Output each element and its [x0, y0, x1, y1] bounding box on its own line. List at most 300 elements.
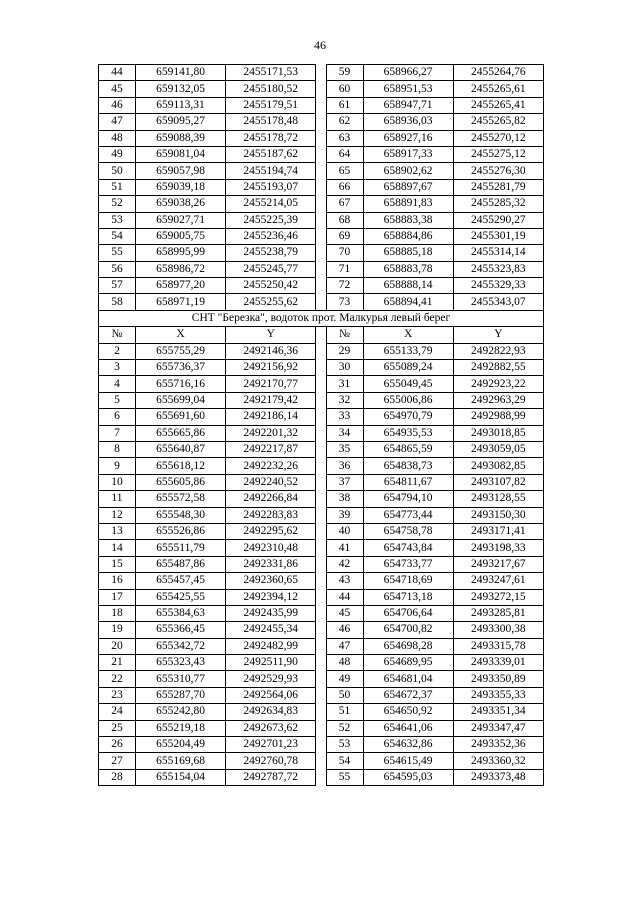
coord-y-right: 2493347,47	[453, 720, 543, 736]
coord-x-right: 654758,78	[363, 523, 453, 539]
section2-body	[99, 343, 544, 786]
column-gap	[316, 573, 326, 589]
coord-x-left: 655665,86	[135, 425, 225, 441]
section2-title-body	[99, 310, 544, 343]
coord-y-right: 2455314,14	[453, 245, 543, 261]
coord-x-left: 655154,04	[135, 769, 225, 785]
point-number-right: 40	[326, 523, 363, 539]
table-row	[99, 638, 544, 654]
point-number-right: 71	[326, 261, 363, 277]
coord-y-left: 2455193,07	[226, 179, 316, 195]
table-row	[99, 474, 544, 490]
point-number-left: 49	[99, 146, 136, 162]
coord-x-left: 659038,26	[135, 196, 225, 212]
coord-y-left: 2492435,99	[226, 605, 316, 621]
coord-x-right: 654935,53	[363, 425, 453, 441]
column-gap	[316, 294, 326, 310]
column-gap	[316, 376, 326, 392]
point-number-left: 56	[99, 261, 136, 277]
column-gap	[316, 753, 326, 769]
point-number-right: 48	[326, 655, 363, 671]
point-number-right: 39	[326, 507, 363, 523]
coord-y-right: 2455285,32	[453, 196, 543, 212]
point-number-left: 55	[99, 245, 136, 261]
point-number-left: 47	[99, 114, 136, 130]
point-number-right: 64	[326, 146, 363, 162]
coord-y-right: 2493373,48	[453, 769, 543, 785]
coord-y-right: 2455265,82	[453, 114, 543, 130]
column-gap	[316, 687, 326, 703]
point-number-right: 34	[326, 425, 363, 441]
table-row	[99, 655, 544, 671]
coord-x-right: 654595,03	[363, 769, 453, 785]
column-gap	[316, 196, 326, 212]
table-row	[99, 769, 544, 785]
coord-x-right: 654865,59	[363, 441, 453, 457]
point-number-left: 45	[99, 81, 136, 97]
point-number-right: 38	[326, 491, 363, 507]
coord-y-right: 2493082,85	[453, 458, 543, 474]
point-number-left: 16	[99, 573, 136, 589]
coord-x-left: 655548,30	[135, 507, 225, 523]
coord-x-left: 659141,80	[135, 65, 225, 81]
column-gap	[316, 360, 326, 376]
table-row	[99, 261, 544, 277]
coord-y-right: 2493339,01	[453, 655, 543, 671]
point-number-right: 62	[326, 114, 363, 130]
point-number-right: 67	[326, 196, 363, 212]
point-number-right: 59	[326, 65, 363, 81]
column-gap	[316, 425, 326, 441]
column-gap	[316, 114, 326, 130]
coord-x-left: 655242,80	[135, 704, 225, 720]
coord-x-right: 655089,24	[363, 360, 453, 376]
point-number-right: 49	[326, 671, 363, 687]
coord-x-right: 658891,83	[363, 196, 453, 212]
point-number-right: 70	[326, 245, 363, 261]
point-number-right: 63	[326, 130, 363, 146]
coord-x-left: 655691,60	[135, 409, 225, 425]
coord-x-left: 659081,04	[135, 146, 225, 162]
column-gap	[316, 720, 326, 736]
coord-x-right: 654641,06	[363, 720, 453, 736]
coord-x-left: 658995,99	[135, 245, 225, 261]
table-row	[99, 146, 544, 162]
coord-x-left: 655487,86	[135, 556, 225, 572]
table-row	[99, 458, 544, 474]
coord-x-left: 655204,49	[135, 737, 225, 753]
column-gap	[316, 278, 326, 294]
point-number-right: 44	[326, 589, 363, 605]
header-number-left: №	[99, 327, 136, 343]
column-gap	[316, 343, 326, 359]
point-number-left: 21	[99, 655, 136, 671]
coord-x-left: 659005,75	[135, 228, 225, 244]
header-number-right: №	[326, 327, 363, 343]
coord-x-right: 654632,86	[363, 737, 453, 753]
coord-y-left: 2492179,42	[226, 392, 316, 408]
column-gap	[316, 163, 326, 179]
coord-x-left: 655384,63	[135, 605, 225, 621]
coord-y-right: 2492822,93	[453, 343, 543, 359]
coord-x-left: 655219,18	[135, 720, 225, 736]
coord-y-left: 2455236,46	[226, 228, 316, 244]
coord-y-right: 2493351,34	[453, 704, 543, 720]
table-row	[99, 228, 544, 244]
coord-x-right: 654706,64	[363, 605, 453, 621]
coord-y-left: 2492146,36	[226, 343, 316, 359]
column-gap	[316, 392, 326, 408]
table-row	[99, 491, 544, 507]
point-number-right: 68	[326, 212, 363, 228]
table-row	[99, 671, 544, 687]
coord-y-left: 2455178,48	[226, 114, 316, 130]
coord-x-left: 655605,86	[135, 474, 225, 490]
point-number-right: 46	[326, 622, 363, 638]
point-number-left: 20	[99, 638, 136, 654]
coord-y-right: 2455265,61	[453, 81, 543, 97]
coord-y-left: 2492455,34	[226, 622, 316, 638]
point-number-left: 53	[99, 212, 136, 228]
coord-x-left: 655323,43	[135, 655, 225, 671]
column-gap	[316, 655, 326, 671]
coord-y-right: 2455343,07	[453, 294, 543, 310]
point-number-right: 32	[326, 392, 363, 408]
table-row	[99, 720, 544, 736]
coord-x-right: 658897,67	[363, 179, 453, 195]
coord-x-left: 655755,29	[135, 343, 225, 359]
coord-x-left: 655366,45	[135, 622, 225, 638]
table-row	[99, 212, 544, 228]
coord-y-left: 2492511,90	[226, 655, 316, 671]
header-row	[99, 327, 544, 343]
coord-y-right: 2455276,30	[453, 163, 543, 179]
coord-y-right: 2493171,41	[453, 523, 543, 539]
coord-x-right: 654650,92	[363, 704, 453, 720]
point-number-left: 4	[99, 376, 136, 392]
coord-y-right: 2493285,81	[453, 605, 543, 621]
column-gap	[316, 212, 326, 228]
table-row	[99, 425, 544, 441]
coord-x-left: 655526,86	[135, 523, 225, 539]
point-number-left: 46	[99, 97, 136, 113]
point-number-left: 28	[99, 769, 136, 785]
coord-y-left: 2455179,51	[226, 97, 316, 113]
coord-x-right: 654811,67	[363, 474, 453, 490]
point-number-left: 3	[99, 360, 136, 376]
coord-y-left: 2492156,92	[226, 360, 316, 376]
point-number-right: 65	[326, 163, 363, 179]
coord-x-right: 654681,04	[363, 671, 453, 687]
table-row	[99, 97, 544, 113]
point-number-right: 72	[326, 278, 363, 294]
point-number-left: 24	[99, 704, 136, 720]
coord-y-right: 2493350,89	[453, 671, 543, 687]
coord-x-left: 659132,05	[135, 81, 225, 97]
point-number-right: 41	[326, 540, 363, 556]
point-number-left: 27	[99, 753, 136, 769]
table-row	[99, 114, 544, 130]
coord-y-right: 2493272,15	[453, 589, 543, 605]
coord-x-left: 658977,20	[135, 278, 225, 294]
point-number-left: 22	[99, 671, 136, 687]
coord-y-right: 2493018,85	[453, 425, 543, 441]
coord-x-left: 659027,71	[135, 212, 225, 228]
point-number-right: 33	[326, 409, 363, 425]
coord-y-left: 2492673,62	[226, 720, 316, 736]
coord-y-left: 2455225,39	[226, 212, 316, 228]
point-number-left: 23	[99, 687, 136, 703]
column-gap	[316, 589, 326, 605]
point-number-right: 31	[326, 376, 363, 392]
point-number-left: 2	[99, 343, 136, 359]
column-gap	[316, 65, 326, 81]
point-number-left: 25	[99, 720, 136, 736]
coord-y-left: 2455171,53	[226, 65, 316, 81]
point-number-right: 55	[326, 769, 363, 785]
coordinates-table	[98, 64, 544, 786]
table-row	[99, 622, 544, 638]
page-number: 46	[314, 38, 326, 52]
table-row	[99, 573, 544, 589]
point-number-right: 51	[326, 704, 363, 720]
point-number-left: 14	[99, 540, 136, 556]
table-row	[99, 507, 544, 523]
column-gap	[316, 769, 326, 785]
column-gap	[316, 507, 326, 523]
column-gap	[316, 737, 326, 753]
coord-y-left: 2492283,83	[226, 507, 316, 523]
coord-x-right: 654733,77	[363, 556, 453, 572]
section-title: СНТ "Березка", водоток прот. Малкурья левый берег	[99, 310, 544, 326]
coord-x-left: 658971,19	[135, 294, 225, 310]
point-number-right: 37	[326, 474, 363, 490]
coord-y-left: 2455245,77	[226, 261, 316, 277]
table-row	[99, 753, 544, 769]
table-row	[99, 196, 544, 212]
point-number-left: 51	[99, 179, 136, 195]
point-number-right: 45	[326, 605, 363, 621]
point-number-left: 10	[99, 474, 136, 490]
coord-x-right: 654794,10	[363, 491, 453, 507]
coord-y-left: 2455238,79	[226, 245, 316, 261]
table-row	[99, 130, 544, 146]
coord-x-right: 658885,18	[363, 245, 453, 261]
coord-y-left: 2455187,62	[226, 146, 316, 162]
column-gap	[316, 491, 326, 507]
table-row	[99, 294, 544, 310]
coord-x-right: 654970,79	[363, 409, 453, 425]
coord-x-left: 655716,16	[135, 376, 225, 392]
coord-y-right: 2493217,67	[453, 556, 543, 572]
coord-x-right: 658951,53	[363, 81, 453, 97]
coord-x-left: 655169,68	[135, 753, 225, 769]
column-gap	[316, 540, 326, 556]
coord-y-right: 2493107,82	[453, 474, 543, 490]
coord-y-right: 2455281,79	[453, 179, 543, 195]
coord-y-left: 2455178,72	[226, 130, 316, 146]
coord-x-right: 654672,37	[363, 687, 453, 703]
column-gap	[316, 605, 326, 621]
point-number-left: 50	[99, 163, 136, 179]
coord-y-left: 2455250,42	[226, 278, 316, 294]
column-gap	[316, 146, 326, 162]
column-gap	[316, 671, 326, 687]
point-number-right: 43	[326, 573, 363, 589]
coord-y-right: 2455270,12	[453, 130, 543, 146]
point-number-left: 17	[99, 589, 136, 605]
coord-x-right: 658947,71	[363, 97, 453, 113]
coord-y-right: 2455301,19	[453, 228, 543, 244]
point-number-right: 53	[326, 737, 363, 753]
point-number-right: 61	[326, 97, 363, 113]
coord-y-left: 2492360,65	[226, 573, 316, 589]
coord-x-right: 658936,03	[363, 114, 453, 130]
coord-x-left: 655457,45	[135, 573, 225, 589]
header-x-right: X	[363, 327, 453, 343]
header-x-left: X	[135, 327, 225, 343]
coord-y-left: 2455255,62	[226, 294, 316, 310]
column-gap	[316, 638, 326, 654]
coord-x-right: 654713,18	[363, 589, 453, 605]
coord-x-left: 655511,79	[135, 540, 225, 556]
coord-y-left: 2455180,52	[226, 81, 316, 97]
point-number-right: 47	[326, 638, 363, 654]
coord-y-right: 2493247,61	[453, 573, 543, 589]
coord-y-right: 2492988,99	[453, 409, 543, 425]
point-number-left: 54	[99, 228, 136, 244]
column-gap	[316, 245, 326, 261]
coord-x-right: 654700,82	[363, 622, 453, 638]
coord-y-left: 2492331,86	[226, 556, 316, 572]
table-row	[99, 556, 544, 572]
coord-y-left: 2492266,84	[226, 491, 316, 507]
coord-x-right: 654718,69	[363, 573, 453, 589]
coord-y-left: 2492634,83	[226, 704, 316, 720]
point-number-right: 29	[326, 343, 363, 359]
coord-x-left: 655736,37	[135, 360, 225, 376]
coord-x-right: 658884,86	[363, 228, 453, 244]
coord-y-left: 2492232,26	[226, 458, 316, 474]
column-gap	[316, 228, 326, 244]
coord-x-right: 658883,78	[363, 261, 453, 277]
coord-x-right: 658894,41	[363, 294, 453, 310]
point-number-right: 35	[326, 441, 363, 457]
table-row	[99, 81, 544, 97]
coord-x-right: 654743,84	[363, 540, 453, 556]
column-gap	[316, 81, 326, 97]
table-row	[99, 605, 544, 621]
coord-y-right: 2492923,22	[453, 376, 543, 392]
coord-y-right: 2493360,32	[453, 753, 543, 769]
coord-y-left: 2492310,48	[226, 540, 316, 556]
section1-body	[99, 65, 544, 311]
coord-y-left: 2492295,62	[226, 523, 316, 539]
table-row	[99, 441, 544, 457]
point-number-left: 44	[99, 65, 136, 81]
coord-y-right: 2493352,36	[453, 737, 543, 753]
point-number-right: 54	[326, 753, 363, 769]
table-row	[99, 409, 544, 425]
coord-y-left: 2492760,78	[226, 753, 316, 769]
table-row	[99, 245, 544, 261]
point-number-left: 48	[99, 130, 136, 146]
point-number-left: 6	[99, 409, 136, 425]
coord-x-left: 655342,72	[135, 638, 225, 654]
point-number-left: 11	[99, 491, 136, 507]
point-number-left: 13	[99, 523, 136, 539]
coord-x-left: 655287,70	[135, 687, 225, 703]
column-gap	[316, 474, 326, 490]
coord-x-left: 655699,04	[135, 392, 225, 408]
coord-y-left: 2492787,72	[226, 769, 316, 785]
coord-x-right: 658888,14	[363, 278, 453, 294]
coord-y-left: 2492186,14	[226, 409, 316, 425]
coord-y-right: 2455290,27	[453, 212, 543, 228]
point-number-left: 19	[99, 622, 136, 638]
coord-y-left: 2492240,52	[226, 474, 316, 490]
table-row	[99, 376, 544, 392]
coord-y-right: 2455275,12	[453, 146, 543, 162]
table-row	[99, 687, 544, 703]
coord-y-left: 2492701,23	[226, 737, 316, 753]
point-number-right: 50	[326, 687, 363, 703]
table-row	[99, 343, 544, 359]
coord-y-right: 2492963,29	[453, 392, 543, 408]
coord-x-right: 658917,33	[363, 146, 453, 162]
point-number-left: 8	[99, 441, 136, 457]
point-number-left: 9	[99, 458, 136, 474]
coord-y-right: 2493355,33	[453, 687, 543, 703]
point-number-left: 58	[99, 294, 136, 310]
table-row	[99, 540, 544, 556]
coord-y-right: 2492882,55	[453, 360, 543, 376]
column-gap	[316, 458, 326, 474]
table-row	[99, 737, 544, 753]
coord-y-right: 2455265,41	[453, 97, 543, 113]
coord-x-left: 658986,72	[135, 261, 225, 277]
coord-y-right: 2493128,55	[453, 491, 543, 507]
coord-y-left: 2492170,77	[226, 376, 316, 392]
coord-x-left: 655640,87	[135, 441, 225, 457]
column-gap	[316, 704, 326, 720]
table-row	[99, 278, 544, 294]
table-row	[99, 589, 544, 605]
coord-x-right: 658966,27	[363, 65, 453, 81]
coord-x-right: 654689,95	[363, 655, 453, 671]
table-row	[99, 360, 544, 376]
coord-y-left: 2492217,87	[226, 441, 316, 457]
column-gap	[316, 327, 326, 343]
table-row	[99, 523, 544, 539]
column-gap	[316, 97, 326, 113]
coord-y-left: 2492564,06	[226, 687, 316, 703]
column-gap	[316, 261, 326, 277]
column-gap	[316, 556, 326, 572]
coord-x-right: 655133,79	[363, 343, 453, 359]
point-number-left: 12	[99, 507, 136, 523]
point-number-left: 15	[99, 556, 136, 572]
point-number-left: 18	[99, 605, 136, 621]
coord-x-left: 659113,31	[135, 97, 225, 113]
column-gap	[316, 179, 326, 195]
coord-x-right: 658927,16	[363, 130, 453, 146]
coord-x-right: 655049,45	[363, 376, 453, 392]
coord-y-right: 2455323,83	[453, 261, 543, 277]
coord-x-right: 658902,62	[363, 163, 453, 179]
point-number-left: 7	[99, 425, 136, 441]
coord-x-right: 654698,28	[363, 638, 453, 654]
